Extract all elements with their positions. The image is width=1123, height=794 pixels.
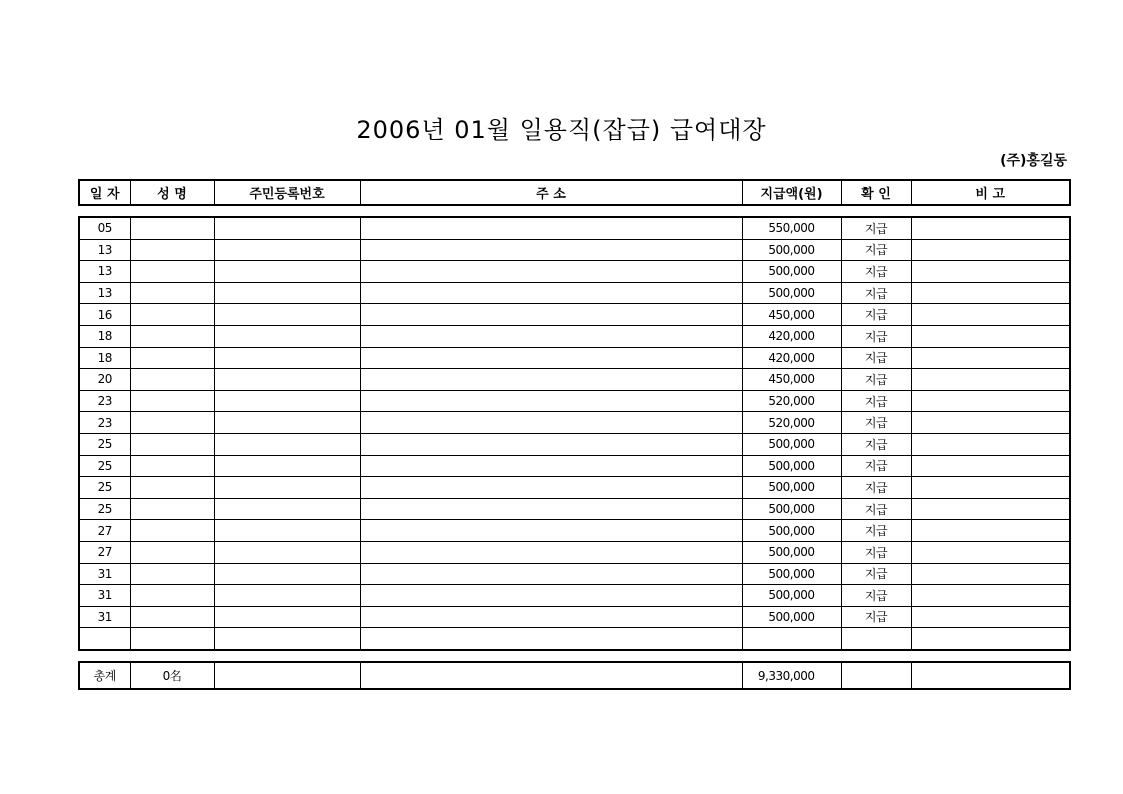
cell-address xyxy=(360,412,742,434)
table-row xyxy=(79,369,1070,391)
cell-day: 31 xyxy=(79,563,130,585)
cell-address xyxy=(360,585,742,607)
cell-amount xyxy=(742,628,841,650)
cell-day: 25 xyxy=(79,498,130,520)
cell-address xyxy=(360,498,742,520)
cell-day: 25 xyxy=(79,455,130,477)
cell-note xyxy=(911,347,1070,369)
cell-note xyxy=(911,282,1070,304)
cell-confirm: 지급 xyxy=(841,390,911,412)
cell-confirm: 지급 xyxy=(841,239,911,261)
cell-name xyxy=(130,217,214,239)
table-row xyxy=(79,304,1070,326)
table-row xyxy=(79,282,1070,304)
total-address xyxy=(360,662,742,689)
cell-confirm: 지급 xyxy=(841,412,911,434)
cell-name xyxy=(130,433,214,455)
cell-confirm: 지급 xyxy=(841,520,911,542)
cell-day: 25 xyxy=(79,433,130,455)
cell-rrn xyxy=(214,585,360,607)
table-row xyxy=(79,390,1070,412)
total-table xyxy=(78,661,1071,690)
cell-amount: 450,000 xyxy=(742,304,841,326)
cell-day: 13 xyxy=(79,282,130,304)
header-confirm: 확 인 xyxy=(841,180,911,205)
cell-name xyxy=(130,628,214,650)
cell-name xyxy=(130,606,214,628)
cell-address xyxy=(360,239,742,261)
cell-address xyxy=(360,261,742,283)
cell-amount: 500,000 xyxy=(742,563,841,585)
cell-note xyxy=(911,390,1070,412)
table-row xyxy=(79,541,1070,563)
table-row xyxy=(79,217,1070,239)
cell-note xyxy=(911,325,1070,347)
total-rrn xyxy=(214,662,360,689)
cell-amount: 520,000 xyxy=(742,390,841,412)
table-row xyxy=(79,628,1070,650)
cell-amount: 500,000 xyxy=(742,239,841,261)
cell-amount: 500,000 xyxy=(742,541,841,563)
cell-amount: 420,000 xyxy=(742,347,841,369)
cell-day: 16 xyxy=(79,304,130,326)
cell-name xyxy=(130,347,214,369)
cell-note xyxy=(911,239,1070,261)
cell-confirm: 지급 xyxy=(841,455,911,477)
cell-address xyxy=(360,304,742,326)
cell-confirm: 지급 xyxy=(841,347,911,369)
total-amount: 9,330,000 xyxy=(742,662,841,689)
table-row xyxy=(79,520,1070,542)
cell-day: 18 xyxy=(79,325,130,347)
cell-confirm: 지급 xyxy=(841,304,911,326)
cell-amount: 550,000 xyxy=(742,217,841,239)
cell-amount: 500,000 xyxy=(742,606,841,628)
cell-note xyxy=(911,369,1070,391)
cell-day: 31 xyxy=(79,585,130,607)
cell-day: 23 xyxy=(79,390,130,412)
cell-name xyxy=(130,412,214,434)
cell-note xyxy=(911,304,1070,326)
cell-address xyxy=(360,282,742,304)
cell-amount: 500,000 xyxy=(742,585,841,607)
cell-day: 18 xyxy=(79,347,130,369)
cell-confirm: 지급 xyxy=(841,606,911,628)
cell-address xyxy=(360,369,742,391)
table-row xyxy=(79,563,1070,585)
table-row xyxy=(79,239,1070,261)
table-row xyxy=(79,433,1070,455)
cell-confirm: 지급 xyxy=(841,585,911,607)
table-row xyxy=(79,477,1070,499)
cell-address xyxy=(360,563,742,585)
header-name: 성 명 xyxy=(130,180,214,205)
cell-note xyxy=(911,563,1070,585)
cell-address xyxy=(360,217,742,239)
cell-confirm xyxy=(841,628,911,650)
cell-note xyxy=(911,455,1070,477)
cell-address xyxy=(360,520,742,542)
cell-name xyxy=(130,325,214,347)
header-day: 일 자 xyxy=(89,187,120,202)
cell-name xyxy=(130,390,214,412)
cell-amount: 500,000 xyxy=(742,520,841,542)
cell-rrn xyxy=(214,628,360,650)
total-confirm xyxy=(841,662,911,689)
cell-day: 25 xyxy=(79,477,130,499)
cell-day: 27 xyxy=(79,541,130,563)
cell-rrn xyxy=(214,390,360,412)
cell-amount: 500,000 xyxy=(742,498,841,520)
cell-confirm: 지급 xyxy=(841,498,911,520)
cell-name xyxy=(130,455,214,477)
cell-amount: 500,000 xyxy=(742,477,841,499)
cell-rrn xyxy=(214,606,360,628)
total-note xyxy=(911,662,1070,689)
cell-rrn xyxy=(214,498,360,520)
cell-confirm: 지급 xyxy=(841,261,911,283)
cell-name xyxy=(130,239,214,261)
cell-name xyxy=(130,563,214,585)
cell-note xyxy=(911,628,1070,650)
cell-amount: 500,000 xyxy=(742,455,841,477)
cell-amount: 500,000 xyxy=(742,282,841,304)
cell-address xyxy=(360,606,742,628)
header-row xyxy=(79,180,1070,205)
cell-rrn xyxy=(214,304,360,326)
cell-confirm: 지급 xyxy=(841,433,911,455)
cell-address xyxy=(360,541,742,563)
cell-note xyxy=(911,477,1070,499)
cell-address xyxy=(360,477,742,499)
cell-address xyxy=(360,455,742,477)
table-row xyxy=(79,585,1070,607)
company-name: (주)홍길동 xyxy=(1000,153,1067,169)
cell-rrn xyxy=(214,455,360,477)
payroll-table xyxy=(78,216,1071,651)
cell-note xyxy=(911,261,1070,283)
total-label: 총계 xyxy=(93,669,116,683)
cell-confirm: 지급 xyxy=(841,541,911,563)
cell-confirm: 지급 xyxy=(841,563,911,585)
cell-name xyxy=(130,282,214,304)
cell-note xyxy=(911,433,1070,455)
cell-name xyxy=(130,520,214,542)
cell-note xyxy=(911,606,1070,628)
table-row xyxy=(79,325,1070,347)
cell-confirm: 지급 xyxy=(841,477,911,499)
cell-amount: 450,000 xyxy=(742,369,841,391)
column-header-table xyxy=(78,179,1071,206)
cell-rrn xyxy=(214,563,360,585)
total-row xyxy=(79,662,1070,689)
header-amount: 지급액(원) xyxy=(742,180,841,205)
table-row xyxy=(79,261,1070,283)
header-note: 비 고 xyxy=(911,180,1070,205)
page-title: 2006년 01월 일용직(잡급) 급여대장 xyxy=(356,116,767,144)
cell-address xyxy=(360,628,742,650)
cell-day: 20 xyxy=(79,369,130,391)
cell-day: 23 xyxy=(79,412,130,434)
cell-name xyxy=(130,498,214,520)
cell-day xyxy=(79,628,130,650)
cell-name xyxy=(130,585,214,607)
cell-rrn xyxy=(214,412,360,434)
cell-rrn xyxy=(214,477,360,499)
table-row xyxy=(79,412,1070,434)
cell-note xyxy=(911,498,1070,520)
cell-name xyxy=(130,541,214,563)
cell-note xyxy=(911,217,1070,239)
header-rrn: 주민등록번호 xyxy=(214,180,360,205)
cell-rrn xyxy=(214,433,360,455)
cell-rrn xyxy=(214,347,360,369)
cell-amount: 420,000 xyxy=(742,325,841,347)
cell-note xyxy=(911,520,1070,542)
cell-confirm: 지급 xyxy=(841,369,911,391)
table-row xyxy=(79,347,1070,369)
table-row xyxy=(79,498,1070,520)
cell-note xyxy=(911,541,1070,563)
cell-amount: 500,000 xyxy=(742,261,841,283)
cell-confirm: 지급 xyxy=(841,282,911,304)
cell-name xyxy=(130,369,214,391)
cell-address xyxy=(360,433,742,455)
cell-amount: 500,000 xyxy=(742,433,841,455)
cell-rrn xyxy=(214,261,360,283)
header-address: 주 소 xyxy=(360,180,742,205)
cell-day: 27 xyxy=(79,520,130,542)
cell-confirm: 지급 xyxy=(841,325,911,347)
cell-confirm: 지급 xyxy=(841,217,911,239)
cell-address xyxy=(360,325,742,347)
cell-address xyxy=(360,390,742,412)
cell-note xyxy=(911,585,1070,607)
cell-rrn xyxy=(214,369,360,391)
cell-day: 13 xyxy=(79,261,130,283)
cell-name xyxy=(130,477,214,499)
table-row xyxy=(79,606,1070,628)
cell-name xyxy=(130,261,214,283)
cell-rrn xyxy=(214,541,360,563)
cell-day: 05 xyxy=(97,221,112,236)
total-count: 0名 xyxy=(130,662,214,689)
cell-rrn xyxy=(214,239,360,261)
cell-note xyxy=(911,412,1070,434)
cell-rrn xyxy=(214,282,360,304)
cell-day: 31 xyxy=(79,606,130,628)
cell-amount: 520,000 xyxy=(742,412,841,434)
cell-rrn xyxy=(214,217,360,239)
cell-rrn xyxy=(214,325,360,347)
cell-address xyxy=(360,347,742,369)
cell-rrn xyxy=(214,520,360,542)
cell-day: 13 xyxy=(79,239,130,261)
table-row xyxy=(79,455,1070,477)
cell-name xyxy=(130,304,214,326)
